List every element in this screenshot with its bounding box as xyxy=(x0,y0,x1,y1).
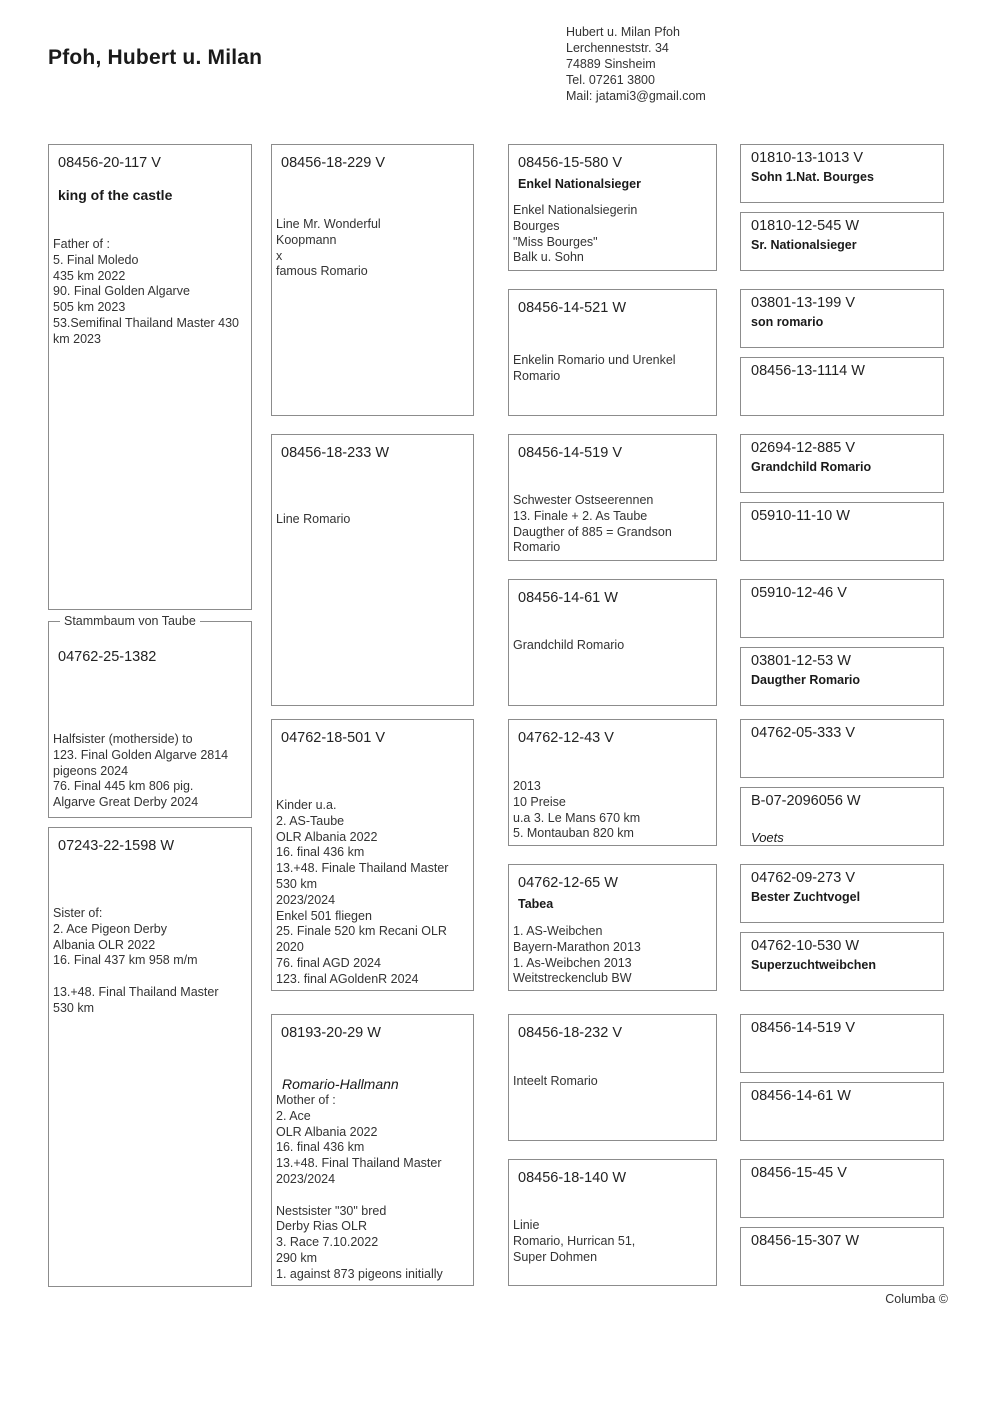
subject-description: Father of : 5. Final Moledo 435 km 2022 90. Final Golden Algarve 505 km 2023 53.Semifinal Thailand Master 430 km 2023 xyxy=(53,237,239,346)
great-grandparent-ring-number: 08456-14-519 V xyxy=(751,1020,855,1036)
great-grandparent-ring-number: 04762-05-333 V xyxy=(751,725,855,741)
great-grandparent-ring-number: 08456-13-1114 W xyxy=(751,363,865,379)
grandparent-ring-number: 08456-18-140 W xyxy=(518,1170,627,1186)
great-grandparent-card xyxy=(740,1082,944,1141)
grandparent-description: Enkelin Romario und Urenkel Romario xyxy=(513,353,676,383)
grandparent-card xyxy=(508,719,717,846)
great-grandparent-card xyxy=(740,932,944,991)
subject-ring-number: 08456-20-117 V xyxy=(58,155,161,171)
great-grandparent-name: Voets xyxy=(751,830,784,845)
great-grandparent-card xyxy=(740,647,944,706)
grandparent-description: Schwester Ostseerennen 13. Finale + 2. As Taube Daugther of 885 = Grandson Romario xyxy=(513,493,672,555)
grandparent-ring-number: 04762-12-65 W xyxy=(518,875,618,891)
grandparent-card xyxy=(508,144,717,271)
parent-description: Line Romario xyxy=(276,512,351,526)
pedigree-of-card xyxy=(48,621,252,818)
owner-title: Pfoh, Hubert u. Milan xyxy=(48,46,263,69)
contact-phone: Tel. 07261 3800 xyxy=(566,73,655,87)
great-grandparent-card xyxy=(740,502,944,561)
grandparent-description: Enkel Nationalsiegerin Bourges "Miss Bourges" Balk u. Sohn xyxy=(513,203,638,265)
great-grandparent-card xyxy=(740,357,944,416)
great-grandparent-ring-number: 04762-09-273 V xyxy=(751,870,855,886)
pedigree-of-ring-number: 04762-25-1382 xyxy=(58,649,157,665)
grandparent-description: Grandchild Romario xyxy=(513,638,625,652)
contact-email: Mail: jatami3@gmail.com xyxy=(566,89,706,103)
great-grandparent-ring-number: 02694-12-885 V xyxy=(751,440,855,456)
parent-ring-number: 08193-20-29 W xyxy=(281,1025,381,1041)
great-grandparent-card xyxy=(740,1227,944,1286)
sibling-description: Sister of: 2. Ace Pigeon Derby Albania OLR 2022 16. Final 437 km 958 m/m 13.+48. Final Thailand Master 530 km xyxy=(53,906,219,1015)
parent-description: Line Mr. Wonderful Koopmann x famous Romario xyxy=(276,217,381,279)
grandparent-name: Tabea xyxy=(518,897,554,911)
grandparent-description: 2013 10 Preise u.a 3. Le Mans 670 km 5. Montauban 820 km xyxy=(513,779,641,841)
great-grandparent-name: Grandchild Romario xyxy=(751,460,872,474)
grandparent-ring-number: 08456-18-232 V xyxy=(518,1025,622,1041)
great-grandparent-ring-number: 03801-12-53 W xyxy=(751,653,851,669)
great-grandparent-card xyxy=(740,787,944,846)
great-grandparent-card xyxy=(740,719,944,778)
great-grandparent-card xyxy=(740,289,944,348)
grandparent-name: Enkel Nationalsieger xyxy=(518,177,641,191)
grandparent-card xyxy=(508,289,717,416)
pedigree-legend: Stammbaum von Taube xyxy=(60,614,200,628)
great-grandparent-name: Sr. Nationalsieger xyxy=(751,238,857,252)
grandparent-card xyxy=(508,1159,717,1286)
contact-city: 74889 Sinsheim xyxy=(566,57,656,71)
contact-block xyxy=(566,24,706,104)
contact-street: Lerchenneststr. 34 xyxy=(566,41,669,55)
great-grandparent-name: Superzuchtweibchen xyxy=(751,958,877,972)
grandparent-card xyxy=(508,864,717,991)
great-grandparent-ring-number: 05910-12-46 V xyxy=(751,585,847,601)
great-grandparent-ring-number: 08456-14-61 W xyxy=(751,1088,851,1104)
grandparent-ring-number: 08456-14-519 V xyxy=(518,445,622,461)
grandparent-card xyxy=(508,1014,717,1141)
grandparent-ring-number: 08456-14-521 W xyxy=(518,300,627,316)
parent-ring-number: 04762-18-501 V xyxy=(281,730,385,746)
great-grandparent-ring-number: B-07-2096056 W xyxy=(751,793,861,809)
great-grandparent-card xyxy=(740,144,944,203)
grandparent-description: Inteelt Romario xyxy=(513,1074,598,1088)
sibling-card xyxy=(48,827,252,1287)
grandparent-ring-number: 08456-15-580 V xyxy=(518,155,622,171)
parent-card xyxy=(271,719,474,991)
pedigree-of-description: Halfsister (motherside) to 123. Final Golden Algarve 2814 pigeons 2024 76. Final 445 km 806 pig. Algarve Great Derby 2024 xyxy=(53,732,229,810)
subject-pigeon-card xyxy=(48,144,252,610)
great-grandparent-name: Bester Zuchtvogel xyxy=(751,890,861,904)
contact-name: Hubert u. Milan Pfoh xyxy=(566,25,680,39)
grandparent-description: 1. AS-Weibchen Bayern-Marathon 2013 1. As-Weibchen 2013 Weitstreckenclub BW xyxy=(513,924,641,986)
software-credit: Columba © xyxy=(885,1292,948,1306)
great-grandparent-card xyxy=(740,864,944,923)
grandparent-card xyxy=(508,579,717,706)
grandparent-card xyxy=(508,434,717,561)
grandparent-ring-number: 08456-14-61 W xyxy=(518,590,618,606)
subject-name: king of the castle xyxy=(58,187,173,203)
great-grandparent-ring-number: 01810-12-545 W xyxy=(751,218,860,234)
great-grandparent-ring-number: 01810-13-1013 V xyxy=(751,150,864,166)
great-grandparent-ring-number: 05910-11-10 W xyxy=(751,508,850,524)
great-grandparent-ring-number: 03801-13-199 V xyxy=(751,295,855,311)
great-grandparent-card xyxy=(740,1159,944,1218)
parent-ring-number: 08456-18-233 W xyxy=(281,445,390,461)
great-grandparent-card xyxy=(740,434,944,493)
parent-ring-number: 08456-18-229 V xyxy=(281,155,385,171)
great-grandparent-ring-number: 08456-15-307 W xyxy=(751,1233,860,1249)
great-grandparent-card xyxy=(740,1014,944,1073)
parent-card xyxy=(271,1014,474,1286)
sibling-ring-number: 07243-22-1598 W xyxy=(58,838,175,854)
parent-card xyxy=(271,144,474,416)
parent-name: Romario-Hallmann xyxy=(282,1076,399,1092)
great-grandparent-card xyxy=(740,212,944,271)
great-grandparent-card xyxy=(740,579,944,638)
parent-description: Kinder u.a. 2. AS-Taube OLR Albania 2022 16. final 436 km 13.+48. Finale Thailand Master 530 km 2023/2024 Enkel 501 fliegen 25. Finale 520 km Recani OLR 2020 76. final AGD 2024 123. final AGoldenR 2024 xyxy=(276,798,449,986)
great-grandparent-ring-number: 04762-10-530 W xyxy=(751,938,860,954)
grandparent-description: Linie Romario, Hurrican 51, Super Dohmen xyxy=(513,1218,636,1264)
parent-card xyxy=(271,434,474,706)
parent-description: Mother of : 2. Ace OLR Albania 2022 16. final 436 km 13.+48. Final Thailand Master 2023/2024 Nestsister "30" bred Derby Rias OLR 3. Race 7.10.2022 290 km 1. against 873 pigeons initially xyxy=(276,1093,443,1281)
great-grandparent-name: son romario xyxy=(751,315,824,329)
great-grandparent-ring-number: 08456-15-45 V xyxy=(751,1165,847,1181)
great-grandparent-name: Daugther Romario xyxy=(751,673,861,687)
great-grandparent-name: Sohn 1.Nat. Bourges xyxy=(751,170,874,184)
grandparent-ring-number: 04762-12-43 V xyxy=(518,730,614,746)
